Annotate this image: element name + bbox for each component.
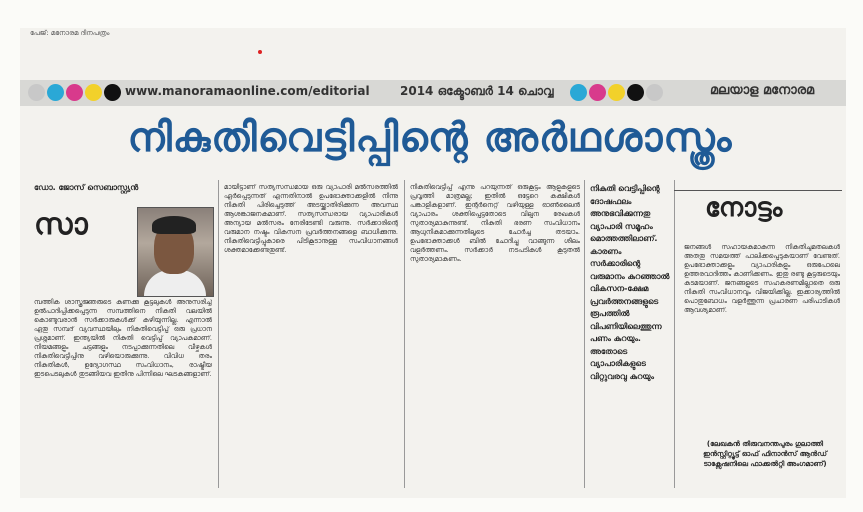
red-dot-mark [258, 50, 262, 54]
color-dot [47, 84, 64, 101]
clip-label: പേജ്: മനോരമ ദിനപത്രം [30, 29, 110, 37]
byline: ഡോ. ജോസ് സെബാസ്റ്റ്യൻ [34, 183, 139, 192]
article-column-1: മ്പത്തിക ശാസ്ത്രജ്ഞരുടെ കണക്കു കൂട്ടലുകൾ അനുസരിച്ച് ഉൽപാദിപ്പിക്കപ്പെടുന്ന സമ്പത്തിനെ നികുതി വലയിൽ കൊണ്ടുവരാൻ സർക്കാരുകൾക്ക് കഴിയുന്നില്ല. എന്നാൽ ഏതു സമ്പദ്‌ വ്യവസ്ഥയിലും നികുതിവെട്ടിപ്പ് ഒരു പ്രധാന പ്രശ്നമാണ്. ഇന്ത്യയിൽ നികുതി വെട്ടിപ്പ് വ്യാപകമാണ്. നിയമങ്ങളും ചട്ടങ്ങളും നടപ്പാക്കുന്നതിലെ വീഴ്ചകൾ നികുതിവെട്ടിപ്പിനു വഴിയൊരുക്കുന്നു. വിവിധ തരം നികുതികൾ, ഉദ്യോഗസ്ഥ സംവിധാനം, രാഷ്ട്രീയ ഇടപെടലുകൾ തുടങ്ങിയവ ഇതിനു പിന്നിലെ ഘടകങ്ങളാണ്. [34, 298, 212, 378]
color-dot [646, 84, 663, 101]
author-photo [137, 207, 214, 297]
color-dots-right [570, 84, 663, 101]
color-dot [28, 84, 45, 101]
drop-cap: സാ [34, 207, 88, 242]
column-divider [404, 180, 405, 488]
color-dot [570, 84, 587, 101]
photo-hair [152, 216, 196, 234]
column-divider [674, 180, 675, 488]
column-divider [218, 180, 219, 488]
newspaper-name: മലയാള മനോരമ [710, 83, 815, 98]
article-column-3: നികുതിവെട്ടിപ്പ് എന്നു പറയുന്നത് ഒരുകൂട്ടം ആളുകളുടെ പ്രവൃത്തി മാത്രമല്ല; ഇതിൽ ഒട്ടേറെ കക്ഷികൾ പങ്കാളികളാണ്. ഇന്റർനെറ്റ് വഴിയുള്ള ഓൺലൈൻ വ്യാപാരം ശക്തിപ്പെട്ടതോടെ വില്പന രേഖകൾ സുതാര്യമാകുന്നുണ്ട്. നികുതി ഭരണ സംവിധാനം ആധുനികമാക്കുന്നതിലൂടെ ചോർച്ച തടയാം. ഉപഭോക്താക്കൾ ബിൽ ചോദിച്ചു വാങ്ങുന്ന ശീലം വളർത്തണം. സർക്കാർ നടപടികൾ കൂടുതൽ സുതാര്യമാകണം. [410, 183, 580, 263]
nottam-text: ജനങ്ങൾ സഹായകമാകുന്ന നികുതിചുമതലകൾ അതതു സമയത്ത് പാലിക്കപ്പെടുകയാണ് വേണ്ടത്. ഉപഭോക്താക്കളും വ്യാപാരികളും ഒരുപോലെ ഉത്തരവാദിത്തം കാണിക്കണം. ഇതു രണ്ടു കൂട്ടരുടെയും കടമയാണ്. ജനങ്ങളുടെ സഹകരണമില്ലാതെ ഒരു നികുതി സംവിധാനവും വിജയിക്കില്ല. ഇക്കാര്യത്തിൽ പൊതുബോധം വളർത്തുന്ന പ്രചാരണ പരിപാടികൾ ആവശ്യമാണ്. [684, 243, 840, 314]
color-dot [85, 84, 102, 101]
article-column-2: മായിട്ടാണ് സത്യസന്ധമായ ഒരു വ്യാപാരി മൽസരത്തിൽ ഏർപ്പെടുന്നത് എന്നതിനാൽ ഉപഭോക്താക്കളിൽ നിന്നു നികുതി പിരിച്ചെടുത്ത് അടയ്ക്കാതിരിക്കുന്ന അവസ്ഥ ആശങ്കാജനകമാണ്. സത്യസന്ധരായ വ്യാപാരികൾ അന്യായ മൽസരം നേരിടേണ്ടി വരുന്നു. സർക്കാരിന്റെ വരുമാന നഷ്ടം വികസന പ്രവർത്തനങ്ങളെ ബാധിക്കുന്നു. നികുതിവെട്ടിപ്പുകാരെ പിടികൂടാനുള്ള സംവിധാനങ്ങൾ ശക്തമാക്കേണ്ടതുണ്ട്. [224, 183, 398, 254]
nottam-title: നോട്ടം [705, 193, 783, 223]
color-dot [589, 84, 606, 101]
pull-quote: നികുതി വെട്ടിപ്പിന്റെ ദോഷഫലം അനുഭവിക്കുന്നതു വ്യാപാരി സമൂഹം മൊത്തത്തിലാണ്. കാരണം സർക്കാരിന്റെ വരുമാനം കുറഞ്ഞാൽ വികസന-ക്ഷേമ പ്രവർത്തനങ്ങളുടെ രൂപത്തിൽ വിപണിയിലെത്തുന്ന പണം കുറയും. അതോടെ വ്യാപാരികളുടെ വിറ്റുവരവു കുറയും [590, 184, 670, 381]
color-dot [608, 84, 625, 101]
color-dot [627, 84, 644, 101]
color-dot [66, 84, 83, 101]
nottam-rule [674, 190, 842, 191]
author-credit: (ലേഖകൻ തിരുവനന്തപുരം ഗുലാത്തി ഇൻസ്റ്റിറ്റ്യൂട്ട് ഓഫ് ഫിനാൻസ് ആൻഡ് ടാക്സേഷനിലെ ഫാക്കൽറ്റി അംഗമാണ്) [703, 440, 827, 468]
article-headline: നികുതിവെട്ടിപ്പിന്റെ അർഥശാസ്ത്രം [127, 114, 733, 161]
header-url: www.manoramaonline.com/editorial [125, 84, 370, 98]
column-divider [584, 180, 585, 488]
color-dots-left [28, 84, 121, 101]
header-date: 2014 ഒക്ടോബർ 14 ചൊവ്വ [400, 84, 554, 98]
color-dot [104, 84, 121, 101]
